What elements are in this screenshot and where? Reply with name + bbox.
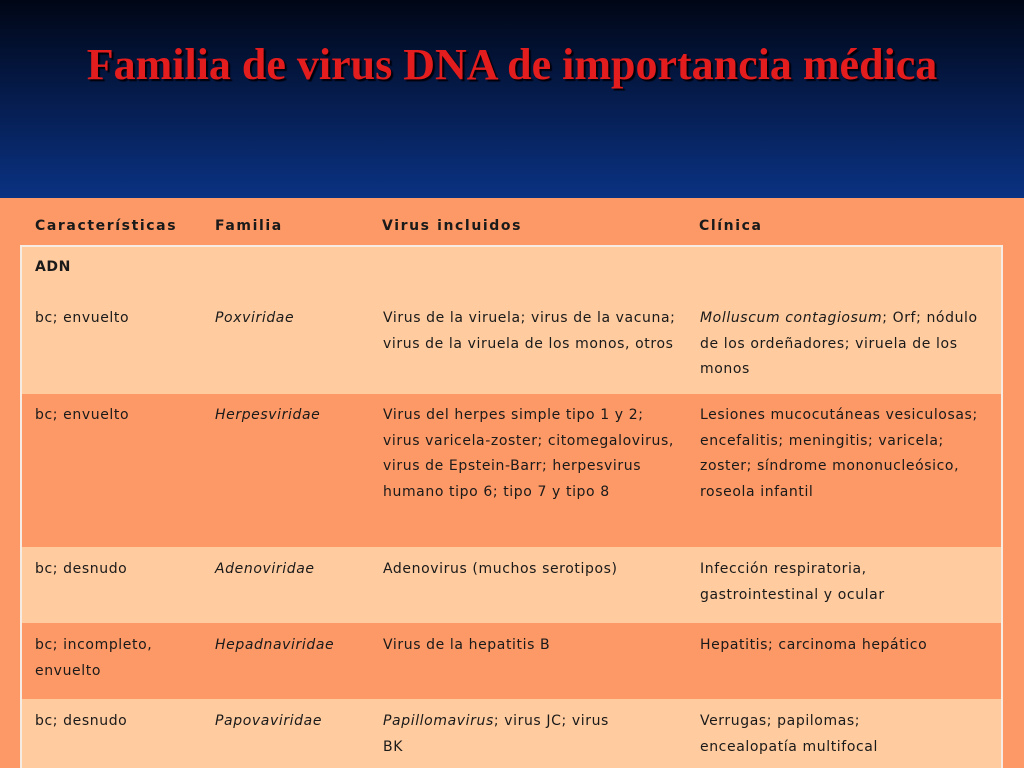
- table-row: [22, 547, 1001, 623]
- table-row: [22, 394, 1001, 547]
- table-header: [0, 218, 1024, 240]
- slide-header: [0, 0, 1024, 198]
- group-label: ADN: [35, 259, 71, 275]
- cell-virus: Virus de la hepatitis B: [383, 637, 551, 653]
- cell-familia: Papovaviridae: [215, 713, 323, 729]
- cell-familia: Adenoviridae: [215, 561, 315, 577]
- slide-title: Familia de virus DNA de importancia médica: [86, 40, 938, 89]
- header-virus-incluidos: Virus incluidos: [382, 218, 523, 234]
- table-row: [22, 623, 1001, 699]
- cell-familia: Hepadnaviridae: [215, 637, 335, 653]
- cell-caracteristicas: bc; envuelto: [35, 310, 130, 326]
- cell-clinica: Infección respiratoria, gastrointestinal y ocular: [700, 561, 885, 603]
- header-familia: Familia: [215, 218, 283, 234]
- cell-clinica: Verrugas; papilomas; encealopatía multifocal: [700, 713, 878, 755]
- cell-clinica: [700, 306, 990, 383]
- cell-caracteristicas: bc; desnudo: [35, 561, 128, 577]
- cell-clinica-italic: Molluscum contagiosum: [700, 310, 883, 326]
- cell-caracteristicas: bc; desnudo: [35, 713, 128, 729]
- cell-clinica: Hepatitis; carcinoma hepático: [700, 637, 928, 653]
- cell-virus: Virus del herpes simple tipo 1 y 2; virus varicela-zoster; citomegalovirus, virus de Epstein-Barr; herpesvirus humano tipo 6; tipo 7 y tipo 8: [383, 407, 674, 500]
- cell-familia: Poxviridae: [215, 310, 295, 326]
- cell-virus-text: ; virus JC; virus BK: [383, 713, 609, 755]
- cell-caracteristicas: bc; incompleto, envuelto: [35, 637, 153, 679]
- header-caracteristicas: Características: [35, 218, 178, 234]
- cell-familia: Herpesviridae: [215, 407, 321, 423]
- table-row: [22, 247, 1001, 394]
- cell-clinica: Lesiones mucocutáneas vesiculosas; encefalitis; meningitis; varicela; zoster; síndrome mononucleósico, roseola infantil: [700, 407, 978, 500]
- cell-caracteristicas: bc; envuelto: [35, 407, 130, 423]
- header-clinica: Clínica: [699, 218, 763, 234]
- cell-virus: Virus de la viruela; virus de la vacuna; virus de la viruela de los monos, otros: [383, 310, 676, 352]
- virus-table: [20, 245, 1003, 768]
- cell-clinica-text: ; Orf; nódulo de los ordeñadores; viruela de los monos: [700, 310, 978, 377]
- cell-virus-italic: Papillomavirus: [383, 713, 494, 729]
- cell-virus: [383, 709, 628, 760]
- cell-virus: Adenovirus (muchos serotipos): [383, 561, 618, 577]
- table-row: [22, 699, 1001, 768]
